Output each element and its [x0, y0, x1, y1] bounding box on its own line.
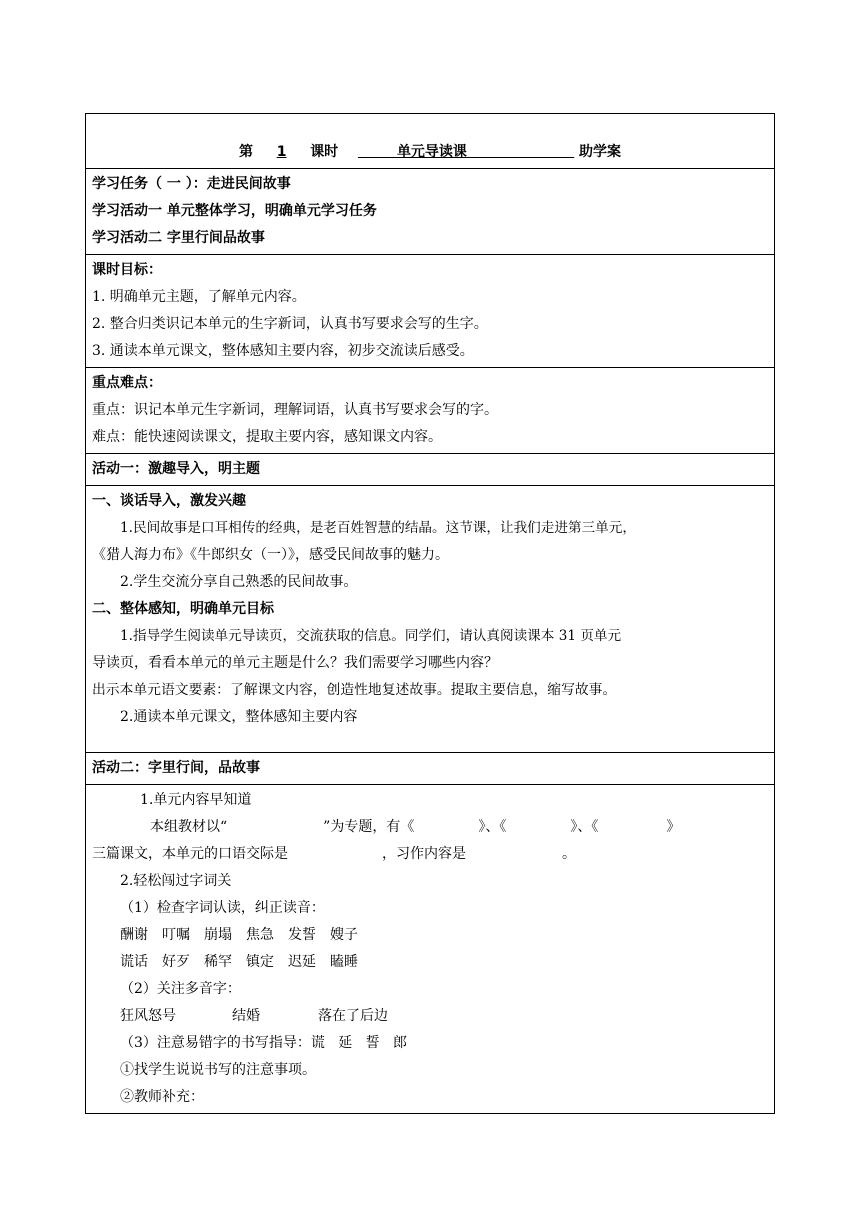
learning-tasks-cell	[86, 169, 775, 255]
word-list: 酬谢 叮嘱 崩塌 焦急 发誓 嫂子	[120, 927, 358, 943]
task-line: 学习活动二 字里行间品故事	[92, 230, 265, 246]
paragraph: ②教师补充：	[120, 1089, 204, 1105]
task-line: 学习活动一 单元整体学习，明确单元学习任务	[92, 203, 377, 219]
activity1-heading: 活动一：激趣导入，明主题	[86, 454, 775, 486]
objective-item: 3. 通读本单元课文，整体感知主要内容，初步交流读后感受。	[92, 343, 474, 359]
lesson-number: 1	[276, 144, 287, 160]
word-list: 谎话 好歹 稀罕 镇定 迟延 瞌睡	[120, 954, 358, 970]
activity2-body	[86, 785, 775, 1114]
objective-item: 2. 整合归类识记本单元的生字新词，认真书写要求会写的生字。	[92, 316, 488, 332]
polyphone-list: 狂风怒号 结婚 落在了后边	[120, 1008, 388, 1024]
paragraph: ①找学生说说书写的注意事项。	[120, 1062, 316, 1078]
paragraph: （3）注意易错字的书写指导：谎 延 誓 郎	[120, 1035, 407, 1051]
paragraph: （2）关注多音字：	[120, 981, 241, 997]
objective-item: 1. 明确单元主题，了解单元内容。	[92, 289, 306, 305]
activity1-body	[86, 486, 775, 753]
keypoint-item: 重点：识记本单元生字新词，理解词语，认真书写要求会写的字。	[92, 402, 498, 418]
paragraph: 1.指导学生阅读单元导读页，交流获取的信息。同学们，请认真阅读课本 31 页单元	[120, 628, 622, 644]
paragraph: （1）检查字词认读，纠正读音：	[120, 900, 325, 916]
section-title: 二、整体感知，明确单元目标	[92, 601, 274, 617]
activity2-heading: 活动二：字里行间，品故事	[86, 753, 775, 785]
fill-blank-line: 本组教材以“ ”为专题，有《 》、《 》、《 》	[150, 819, 681, 835]
objectives-heading: 课时目标：	[92, 262, 162, 278]
fill-blank-line: 三篇课文，本单元的口语交际是 ，习作内容是 。	[92, 846, 576, 862]
paragraph: 1.民间故事是口耳相传的经典，是老百姓智慧的结晶。这节课，让我们走进第三单元，	[120, 520, 636, 536]
title-prefix: 第	[238, 144, 253, 160]
lesson-plan-table	[85, 113, 775, 1114]
lesson-title-row	[86, 114, 775, 169]
paragraph: 1.单元内容早知道	[140, 792, 252, 808]
paragraph: 2.学生交流分享自己熟悉的民间故事。	[120, 574, 358, 590]
paragraph: 导读页，看看本单元的单元主题是什么？我们需要学习哪些内容？	[92, 655, 498, 671]
lesson-name: 单元导读课	[396, 144, 467, 160]
keypoints-cell	[86, 368, 775, 454]
paragraph: 出示本单元语文要素：了解课文内容，创造性地复述故事。提取主要信息，缩写故事。	[92, 682, 617, 698]
paragraph: 《猎人海力布》《牛郎织女（一）》，感受民间故事的魅力。	[92, 547, 449, 563]
title-mid: 课时	[310, 144, 339, 160]
task-line: 学习任务（ 一 ）：走进民间故事	[92, 176, 291, 192]
section-title: 一、谈话导入，激发兴趣	[92, 493, 246, 509]
paragraph: 2.通读本单元课文，整体感知主要内容	[120, 709, 358, 725]
objectives-cell	[86, 255, 775, 368]
title-suffix: 助学案	[579, 144, 622, 160]
keypoints-heading: 重点难点：	[92, 375, 162, 391]
keypoint-item: 难点：能快速阅读课文，提取主要内容，感知课文内容。	[92, 429, 442, 445]
paragraph: 2.轻松闯过字词关	[120, 873, 232, 889]
